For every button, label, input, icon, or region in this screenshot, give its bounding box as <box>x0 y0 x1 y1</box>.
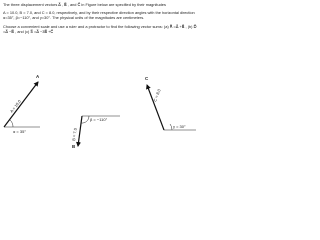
vector-b-angle-label: β = −110° <box>90 117 108 122</box>
problem-paragraph-3: Choose a convenient scale and use a ruler and a protractor to find the following vector sums: (a) R⃗ =A⃗ +B⃗ , (b) D⃗ =A⃗ −B⃗ , and (c) S⃗ =A⃗ −3B⃗ +C⃗ <box>3 23 197 34</box>
vector-a-arrow <box>4 82 38 127</box>
vector-c-angle-label: γ = 30° <box>173 124 186 129</box>
vector-c-angle-arc <box>170 124 172 130</box>
vector-a-angle-arc <box>10 120 13 127</box>
vector-a-letter: A <box>36 74 40 79</box>
vector-c-diagram <box>145 76 196 130</box>
vector-b-diagram <box>71 116 120 149</box>
vector-c-letter: C <box>145 76 149 81</box>
vector-b-letter: B <box>72 144 76 149</box>
vector-a-magnitude-label: A = 10.0 <box>8 98 22 114</box>
vector-a-diagram <box>4 74 40 134</box>
vector-a-angle-label: α = 35° <box>13 129 26 134</box>
vector-c-magnitude-label: C = 8.0 <box>152 88 162 103</box>
vector-figure <box>0 0 200 149</box>
problem-paragraph-2: A = 10.0, B = 7.0, and C = 8.0, respectively, and by their respective direction angles with the horizontal direction α=35°, β=−110°, and γ=30°. The physical units of the magnitudes are centimeters. <box>3 10 195 21</box>
vector-b-arrow <box>78 116 82 146</box>
problem-paragraph-1: The three displacement vectors A⃗ , B⃗ , and C⃗ in Figure below are specified by their magnitudes <box>3 2 166 7</box>
vector-b-magnitude-label: B = 7.0 <box>71 127 78 142</box>
